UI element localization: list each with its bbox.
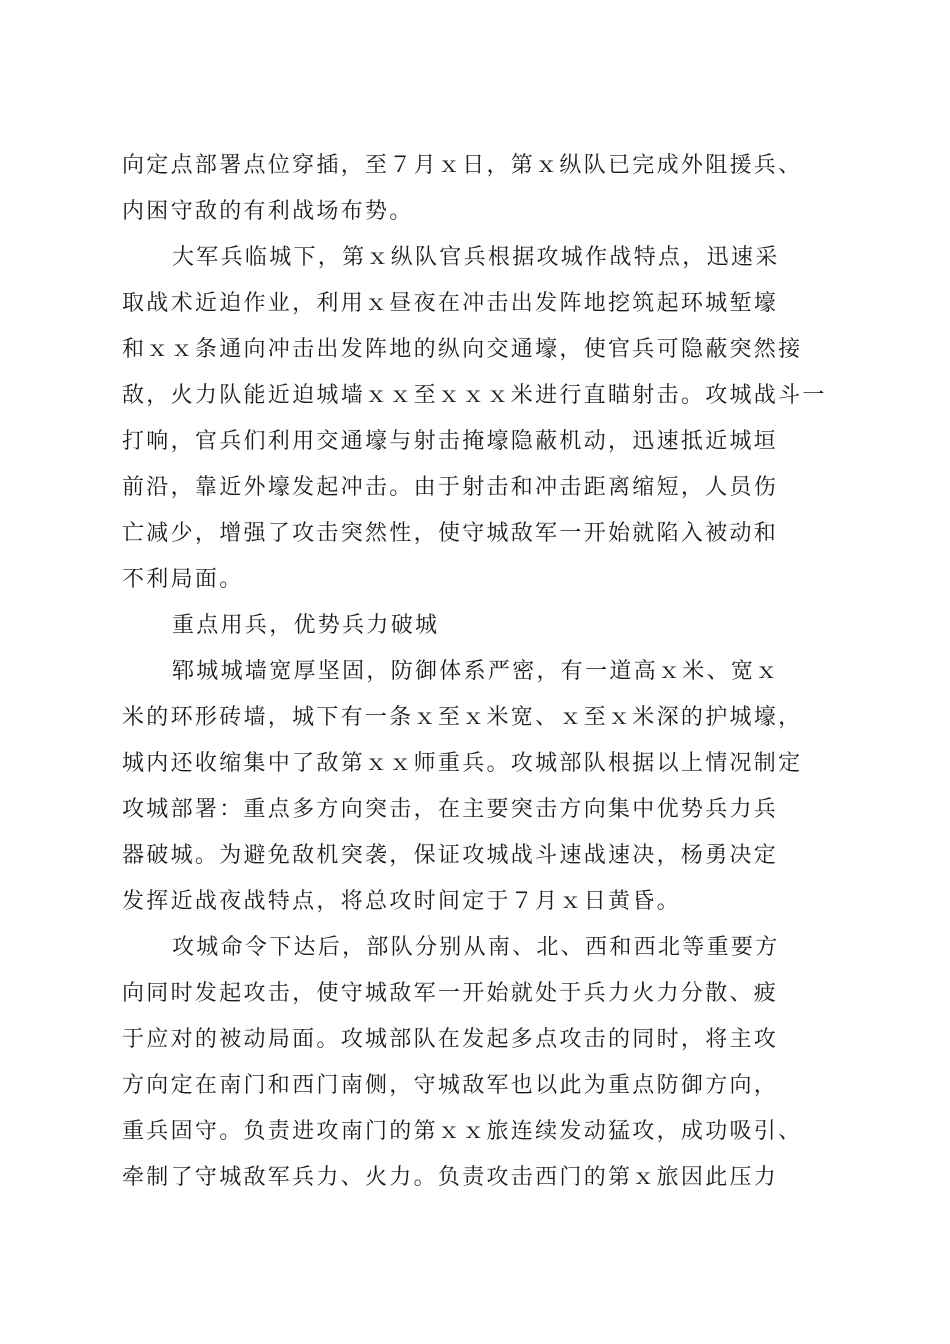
text-line: 重兵固守。负责进攻南门的第ｘｘ旅连续发动猛攻，成功吸引、 (122, 1119, 803, 1144)
text-line: 敌，火力队能近迫城墙ｘｘ至ｘｘｘ米进行直瞄射击。攻城战斗一 (122, 383, 827, 408)
text-line: 向定点部署点位穿插，至７月ｘ日，第ｘ纵队已完成外阻援兵、 (122, 153, 803, 178)
paragraph-first-line: 攻城命令下达后，部队分别从南、北、西和西北等重要方 (172, 935, 780, 960)
text-line: 牵制了守城敌军兵力、火力。负责攻击西门的第ｘ旅因此压力 (122, 1165, 779, 1190)
text-line: 打响，官兵们利用交通壕与射击掩壕隐蔽机动，迅速抵近城垣 (122, 429, 779, 454)
text-line: 不利局面。 (122, 567, 244, 592)
text-line: 亡减少，增强了攻击突然性，使守城敌军一开始就陷入被动和 (122, 521, 779, 546)
section-heading: 重点用兵，优势兵力破城 (172, 613, 440, 638)
text-line: 内困守敌的有利战场布势。 (122, 199, 414, 224)
text-line: 于应对的被动局面。攻城部队在发起多点攻击的同时，将主攻 (122, 1027, 779, 1052)
text-line: 攻城部署：重点多方向突击，在主要突击方向集中优势兵力兵 (122, 797, 779, 822)
text-line: 和ｘｘ条通向冲击出发阵地的纵向交通壕，使官兵可隐蔽突然接 (122, 337, 803, 362)
text-line: 器破城。为避免敌机突袭，保证攻城战斗速战速决，杨勇决定 (122, 843, 779, 868)
text-line: 前沿，靠近外壕发起冲击。由于射击和冲击距离缩短，人员伤 (122, 475, 779, 500)
text-line: 发挥近战夜战特点，将总攻时间定于７月ｘ日黄昏。 (122, 889, 681, 914)
text-line: 取战术近迫作业，利用ｘ昼夜在冲击出发阵地挖筑起环城堑壕 (122, 291, 779, 316)
text-line: 米的环形砖墙，城下有一条ｘ至ｘ米宽、ｘ至ｘ米深的护城壕， (122, 705, 803, 730)
text-line: 方向定在南门和西门南侧，守城敌军也以此为重点防御方向， (122, 1073, 779, 1098)
text-line: 向同时发起攻击，使守城敌军一开始就处于兵力火力分散、疲 (122, 981, 779, 1006)
text-line: 城内还收缩集中了敌第ｘｘ师重兵。攻城部队根据以上情况制定 (122, 751, 803, 776)
paragraph-first-line: 大军兵临城下，第ｘ纵队官兵根据攻城作战特点，迅速采 (172, 245, 780, 270)
paragraph-first-line: 郓城城墙宽厚坚固，防御体系严密，有一道高ｘ米、宽ｘ (172, 659, 780, 684)
